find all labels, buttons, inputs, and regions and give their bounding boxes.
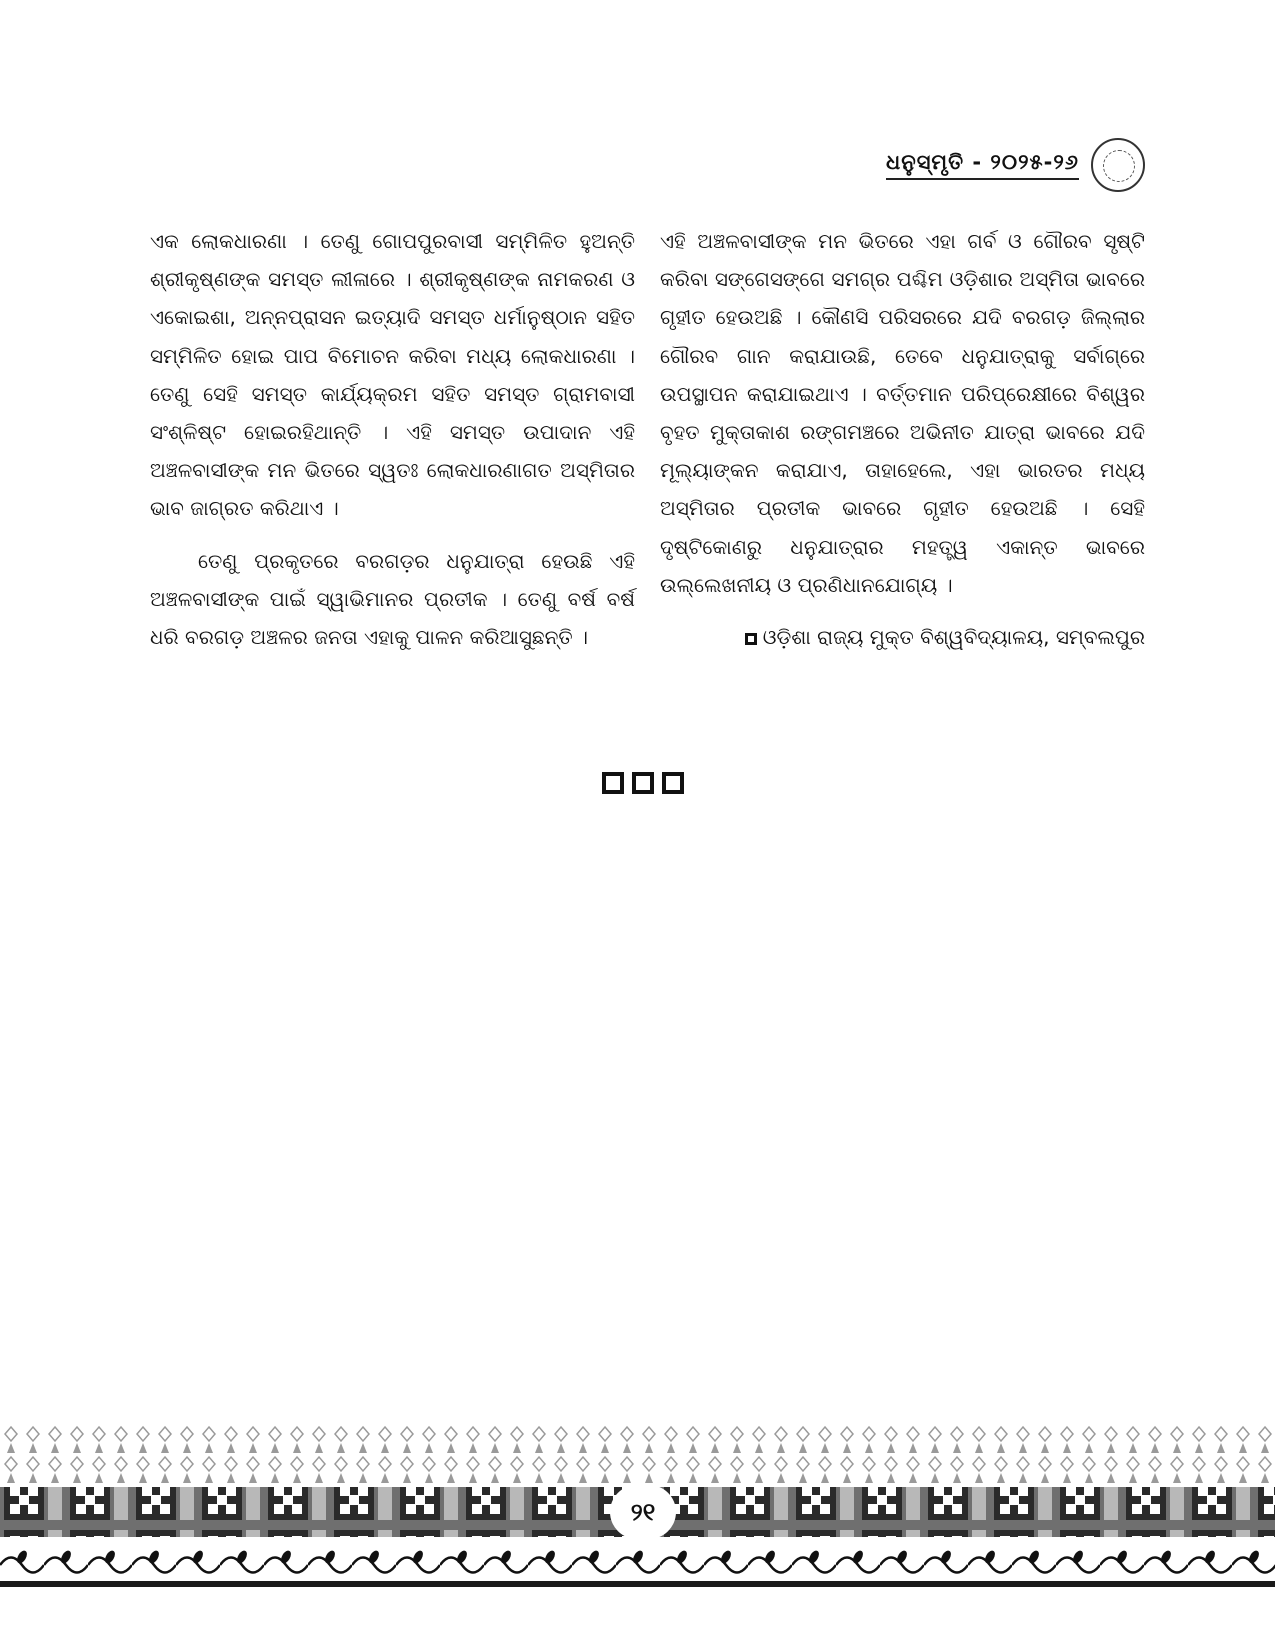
left-paragraph-1: ଏକ ଲୋକଧାରଣା । ତେଣୁ ଗୋପପୁରବାସୀ ସମ୍ମିଳିତ ହୁଅନ୍ତି ଶ୍ରୀକୃଷ୍ଣଙ୍କ ସମସ୍ତ ଲୀଳାରେ । ଶ୍ରୀକୃଷ୍ଣଙ୍କ ନାମକରଣ ଓ ଏକୋଇଶା, ଅନ୍ନପ୍ରାସନ ଇତ୍ୟାଦି ସମସ୍ତ ଧର୍ମାନୁଷ୍ଠାନ ସହିତ ସମ୍ମିଳିତ ହୋଇ ପାପ ବିମୋଚନ କରିବା ମଧ୍ୟ ଲୋକଧାରଣା । ତେଣୁ ସେହି ସମସ୍ତ କାର୍ଯ୍ୟକ୍ରମ ସହିତ ସମସ୍ତ ଗ୍ରାମବାସୀ ସଂଶ୍ଳିଷ୍ଟ ହୋଇରହିଥାନ୍ତି । ଏହି ସମସ୍ତ ଉପାଦାନ ଏହି ଅଞ୍ଚଳବାସୀଙ୍କ ମନ ଭିତରେ ସ୍ୱତଃ ଲୋକଧାରଣାଗତ ଅସ୍ମିତାର ଭାବ ଜାଗ୍ରତ କରିଥାଏ । xyxy=(150,229,635,521)
affiliation-text: ଓଡ଼ିଶା ରାଜ୍ୟ ମୁକ୍ତ ବିଶ୍ୱବିଦ୍ୟାଳୟ, ସମ୍ବଲପୁର xyxy=(762,625,1145,650)
end-of-article-marks xyxy=(602,772,684,794)
running-header xyxy=(886,138,1145,192)
end-square-icon xyxy=(632,772,654,794)
magazine-title: ଧନୁସ୍ମୃତି - ୨୦୨୫-୨୬ xyxy=(886,150,1079,180)
seal-icon xyxy=(1091,138,1145,192)
square-bullet-icon xyxy=(745,633,757,645)
right-paragraph-1: ଏହି ଅଞ୍ଚଳବାସୀଙ୍କ ମନ ଭିତରେ ଏହା ଗର୍ବ ଓ ଗୌରବ ସୃଷ୍ଟି କରିବା ସଙ୍ଗେସଙ୍ଗେ ସମଗ୍ର ପଶ୍ଚିମ ଓଡ଼ିଶାର ଅସ୍ମିତା ଭାବରେ ଗୃହୀତ ହେଉଅଛି । କୌଣସି ପରିସରରେ ଯଦି ବରଗଡ଼ ଜିଲ୍ଲାର ଗୌରବ ଗାନ କରାଯାଉଛି, ତେବେ ଧନୁଯାତ୍ରାକୁ ସର୍ବାଗ୍ରେ ଉପସ୍ଥାପନ କରାଯାଇଥାଏ । ବର୍ତ୍ତମାନ ପରିପ୍ରେକ୍ଷୀରେ ବିଶ୍ୱର ବୃହତ ମୁକ୍ତାକାଶ ରଙ୍ଗମଞ୍ଚରେ ଅଭିନୀତ ଯାତ୍ରା ଭାବରେ ଯଦି ମୂଲ୍ୟାଙ୍କନ କରାଯାଏ, ତାହାହେଲେ, ଏହା ଭାରତର ମଧ୍ୟ ଅସ୍ମିତାର ପ୍ରତୀକ ଭାବରେ ଗୃହୀତ ହେଉଅଛି । ସେହି ଦୃଷ୍ଟିକୋଣରୁ ଧନୁଯାତ୍ରାର ମହତ୍ତ୍ୱ ଏକାନ୍ତ ଭାବରେ ଉଲ୍ଲେଖନୀୟ ଓ ପ୍ରଣିଧାନଯୋଗ୍ୟ । xyxy=(660,229,1145,597)
end-square-icon xyxy=(602,772,624,794)
left-column xyxy=(150,222,635,656)
right-column xyxy=(660,222,1145,656)
end-square-icon xyxy=(662,772,684,794)
left-paragraph-2: ତେଣୁ ପ୍ରକୃତରେ ବରଗଡ଼ର ଧନୁଯାତ୍ରା ହେଉଛି ଏହି ଅଞ୍ଚଳବାସୀଙ୍କ ପାଇଁ ସ୍ୱାଭିମାନର ପ୍ରତୀକ । ତେଣୁ ବର୍ଷ ବର୍ଷ ଧରି ବରଗଡ଼ ଅଞ୍ଚଳର ଜନତା ଏହାକୁ ପାଳନ କରିଆସୁଛନ୍ତି । xyxy=(150,548,635,650)
page-number: ୨୧ xyxy=(610,1485,676,1539)
author-affiliation xyxy=(660,618,1145,656)
